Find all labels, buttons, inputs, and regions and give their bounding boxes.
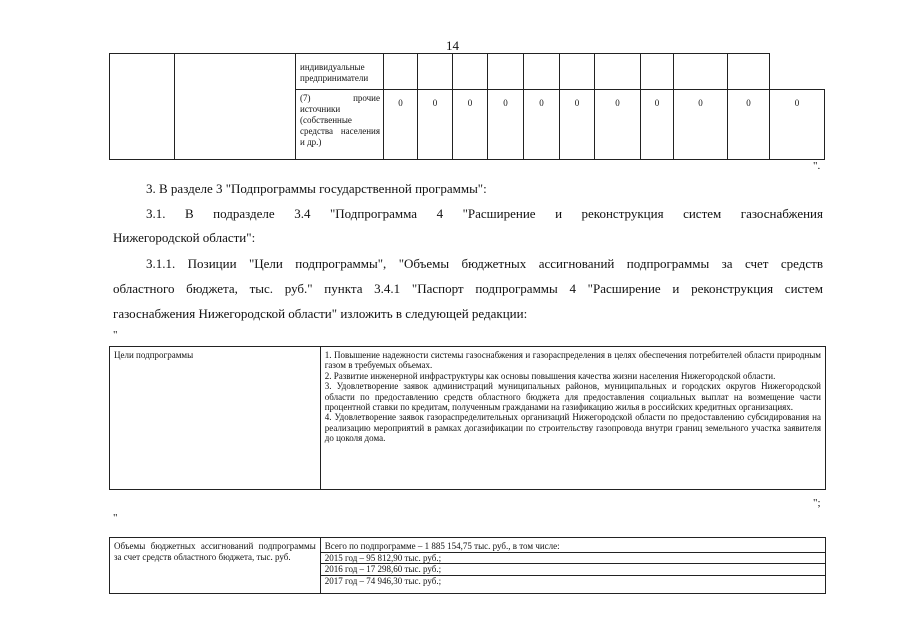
open-quote: "	[113, 512, 118, 524]
goals-label: Цели подпрограммы	[110, 347, 321, 490]
table-cell: 0	[674, 90, 728, 160]
goals-content	[320, 347, 825, 490]
table-cell: 0	[595, 90, 641, 160]
open-quote: "	[113, 329, 118, 341]
table-cell: 0	[488, 90, 524, 160]
table-row	[110, 538, 826, 594]
budget-allocation-table	[109, 537, 826, 594]
closing-quote: ";	[813, 497, 821, 509]
table-cell: 0	[418, 90, 453, 160]
subprogram-goals-table	[109, 346, 826, 490]
paragraph-3-1-1-line1: 3.1.1. Позиции "Цели подпрограммы", "Объемы бюджетных ассигнований подпрограммы за счет средств	[146, 256, 823, 271]
goal-item: 2. Развитие инженерной инфраструктуры как основы повышения качества жизни населения Нижегородской области.	[324, 370, 776, 381]
goal-item: 1. Повышение надежности системы газоснабжения и газораспределения в целях обеспечения потребителей области природным газом в требуемых объемах.	[324, 350, 821, 371]
goal-item: 3. Удовлетворение заявок администраций муниципальных районов, муниципальных и городских округов Нижегородской области по предоставлению средств областного бюджета для предоставления социальных выплат на возмещение части процентной ставки по кредитам, полученным гражданами на газификацию жилья в российских кредитных организациях.	[324, 381, 821, 413]
paragraph-3-1-1-line2: областного бюджета, тыс. руб." пункта 3.4.1 "Паспорт подпрограммы 4 "Расширение и реконструкция систем	[113, 281, 823, 296]
budget-row-2016: 2016 год – 17 298,60 тыс. руб.;	[321, 563, 825, 575]
goal-item: 4. Удовлетворение заявок газораспределительных организаций Нижегородской области по предоставлению субсидирования на реализацию мероприятий в рамках догазификации по строительству газопровода внутри границ земельного участка заявителя до цоколя дома.	[324, 412, 821, 444]
budget-row-2015: 2015 год – 95 812,90 тыс. руб.;	[321, 552, 825, 564]
paragraph-section-3: 3. В разделе 3 "Подпрограммы государственной программы":	[146, 181, 487, 196]
funding-sources-table	[109, 53, 825, 160]
table-cell: 0	[728, 90, 770, 160]
table-cell: 0	[560, 90, 595, 160]
table-row	[110, 54, 825, 90]
paragraph-3-1-1-line3: газоснабжения Нижегородской области" изложить в следующей редакции:	[113, 306, 528, 321]
row-label-other-sources: (7) прочие источники (собственные средства населения и др.)	[296, 90, 384, 160]
budget-content	[320, 538, 825, 594]
table-cell: 0	[770, 90, 825, 160]
closing-quote: ".	[813, 160, 821, 172]
paragraph-3-1-line2: Нижегородской области":	[113, 230, 256, 245]
paragraph-3-1-line1: 3.1. В подразделе 3.4 "Подпрограмма 4 "Расширение и реконструкция систем газоснабжения	[146, 206, 823, 221]
page-number: 14	[446, 38, 459, 53]
budget-row-total: Всего по подпрограмме – 1 885 154,75 тыс. руб., в том числе:	[324, 541, 560, 551]
table-cell: 0	[384, 90, 418, 160]
table-cell: 0	[641, 90, 674, 160]
table-cell: 0	[524, 90, 560, 160]
table-cell: 0	[453, 90, 488, 160]
table-row	[110, 347, 826, 490]
row-label-entrepreneurs: индивидуальные предприниматели	[296, 54, 384, 90]
budget-label: Объемы бюджетных ассигнований подпрограммы за счет средств областного бюджета, тыс. руб.	[110, 538, 321, 594]
budget-row-2017: 2017 год – 74 946,30 тыс. руб.;	[321, 575, 825, 587]
